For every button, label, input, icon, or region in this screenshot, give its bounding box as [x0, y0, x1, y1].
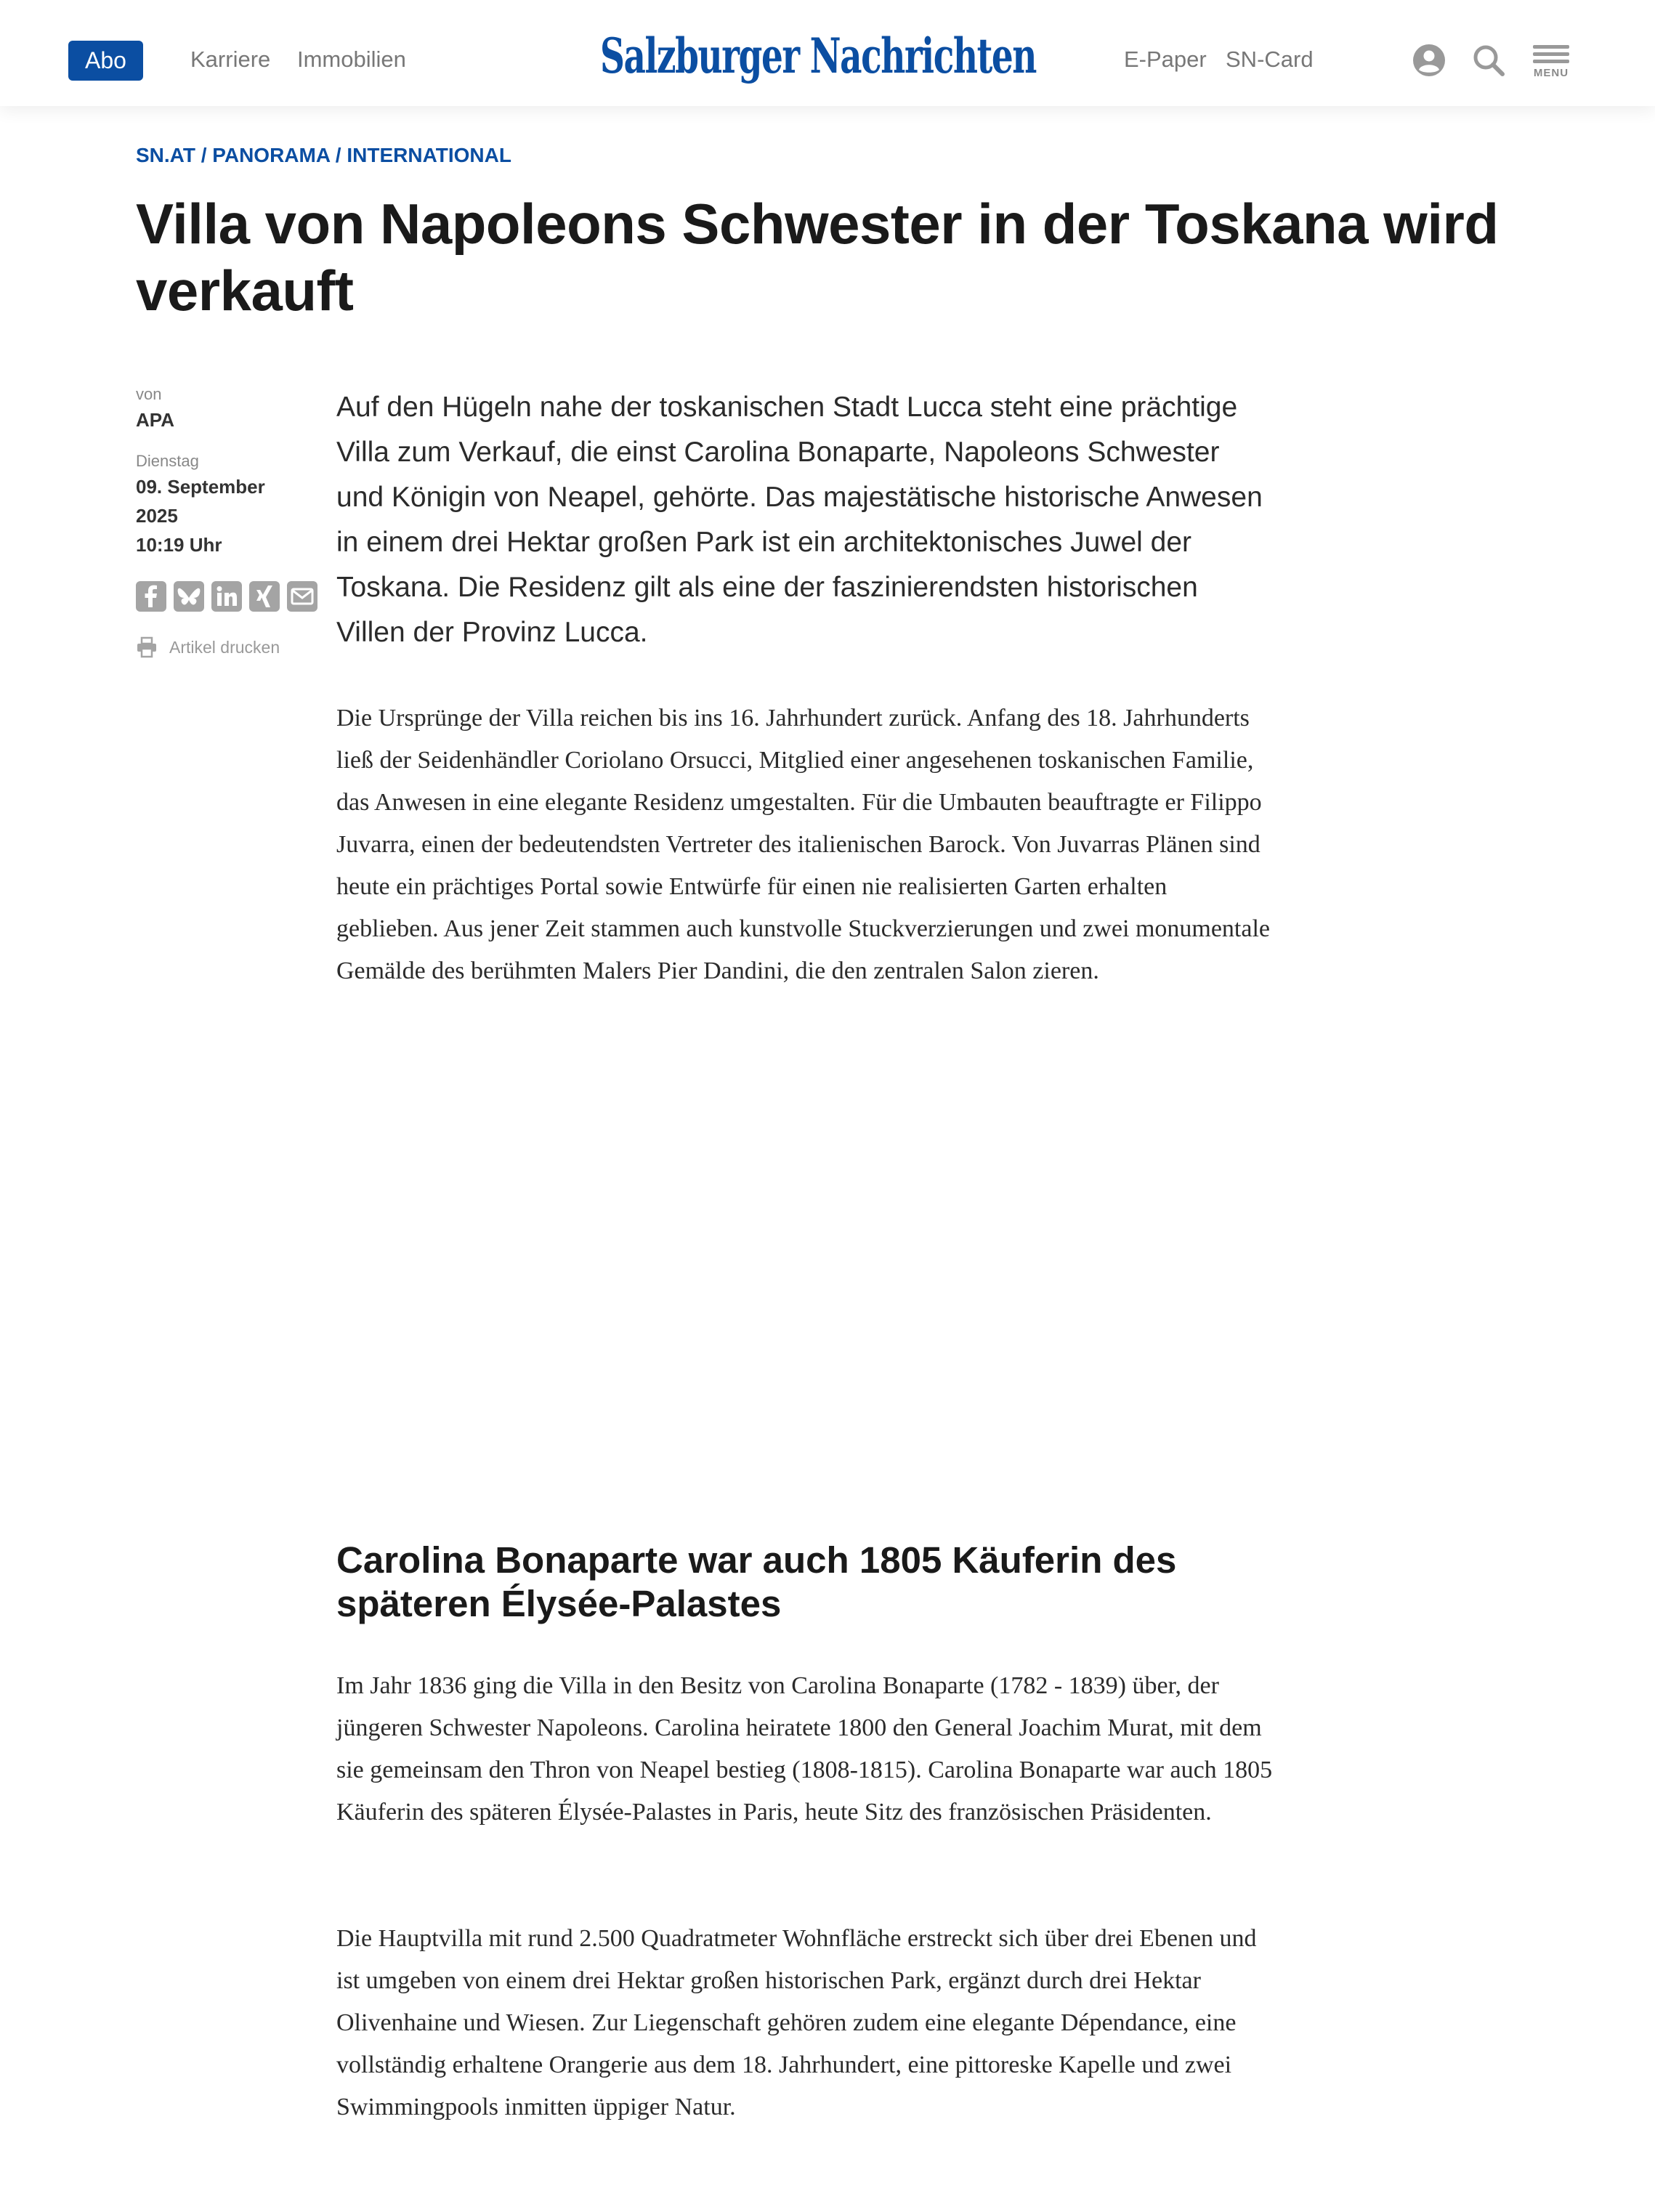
bluesky-icon[interactable] — [174, 581, 204, 612]
breadcrumb-panorama[interactable]: PANORAMA — [212, 144, 331, 166]
date-line-1: 09. September — [136, 476, 265, 498]
author-name: APA — [136, 409, 174, 431]
share-bar — [136, 581, 317, 612]
breadcrumb-separator: / — [330, 144, 347, 166]
logo-text: Salzburger Nachrichten — [600, 28, 1037, 84]
breadcrumb-home[interactable]: SN.AT — [136, 144, 195, 166]
printer-icon — [136, 636, 158, 658]
menu-icon — [1531, 44, 1571, 65]
breadcrumb-international[interactable]: INTERNATIONAL — [347, 144, 511, 166]
nav-link-epaper[interactable]: E-Paper — [1124, 46, 1207, 72]
author-label: von — [136, 385, 162, 403]
linkedin-icon[interactable] — [211, 581, 242, 612]
article-lead: Auf den Hügeln nahe der toskanischen Stadt Lucca steht eine prächtige Villa zum Verkauf, die einst Carolina Bonaparte, Napoleons Schwester und Königin von Neapel, gehörte. Das majestätische historische Anwesen in einem drei Hektar großen Park ist ein architektonisches Juwel der Toskana. Die Residenz gilt als eine der faszinierendsten historischen Villen der Provinz Lucca. — [336, 392, 1263, 648]
mail-icon[interactable] — [287, 581, 317, 612]
article-paragraph-1: Die Ursprünge der Villa reichen bis ins 16. Jahrhundert zurück. Anfang des 18. Jahrhunderts ließ der Seidenhändler Coriolano Orsucci, Mitglied einer angesehenen toskanischen Familie, das Anwesen in eine elegante Residenz umgestalten. Für die Umbauten beauftragte er Filippo Juvarra, einen der bedeutendsten Vertreter des italienischen Barock. Von Juvarras Plänen sind heute ein prächtiges Portal sowie Entwürfe für einen nie realisierten Garten erhalten geblieben. Aus jener Zeit stammen auch kunstvolle Stuckverzierungen und zwei monumentale Gemälde des berühmten Malers Pier Dandini, die den zentralen Salon zieren. — [336, 705, 1271, 984]
page-title: Villa von Napoleons Schwester in der Toskana wird verkauft — [136, 192, 1499, 323]
breadcrumb-separator: / — [195, 144, 213, 166]
article-subheading: Carolina Bonaparte war auch 1805 Käuferin des späteren Élysée-Palastes — [336, 1539, 1177, 1624]
breadcrumb — [136, 144, 511, 167]
facebook-icon[interactable] — [136, 581, 166, 612]
publish-time: 10:19 Uhr — [136, 534, 222, 556]
site-logo[interactable] — [600, 28, 1039, 86]
menu-button[interactable] — [1531, 44, 1571, 80]
xing-icon[interactable] — [249, 581, 280, 612]
date-line-2: 2025 — [136, 505, 178, 527]
print-article-button[interactable] — [136, 636, 280, 658]
print-label: Artikel drucken — [169, 637, 280, 657]
menu-label: MENU — [1533, 67, 1569, 79]
article-paragraph-3: Die Hauptvilla mit rund 2.500 Quadratmeter Wohnfläche erstreckt sich über drei Ebenen und ist umgeben von einem drei Hektar großen historischen Park, ergänzt durch drei Hektar Olivenhaine und Wiesen. Zur Liegenschaft gehören zudem eine elegante Dépendance, eine vollständig erhaltene Orangerie aus dem 18. Jahrhundert, eine pittoreske Kapelle und zwei Swimmingpools inmitten üppiger Natur. — [336, 1925, 1257, 2120]
weekday: Dienstag — [136, 452, 199, 470]
user-icon[interactable] — [1412, 44, 1446, 77]
nav-link-sncard[interactable]: SN-Card — [1226, 46, 1314, 72]
site-header — [0, 0, 1655, 106]
nav-link-karriere[interactable]: Karriere — [190, 46, 271, 72]
nav-link-immobilien[interactable]: Immobilien — [297, 46, 406, 72]
search-icon[interactable] — [1472, 44, 1505, 77]
abo-button[interactable]: Abo — [68, 41, 143, 81]
article-paragraph-2: Im Jahr 1836 ging die Villa in den Besitz von Carolina Bonaparte (1782 - 1839) über, der jüngeren Schwester Napoleons. Carolina heiratete 1800 den General Joachim Murat, mit dem sie gemeinsam den Thron von Neapel bestieg (1808-1815). Carolina Bonaparte war auch 1805 Käuferin des späteren Élysée-Palastes in Paris, heute Sitz des französischen Präsidenten. — [336, 1672, 1273, 1826]
